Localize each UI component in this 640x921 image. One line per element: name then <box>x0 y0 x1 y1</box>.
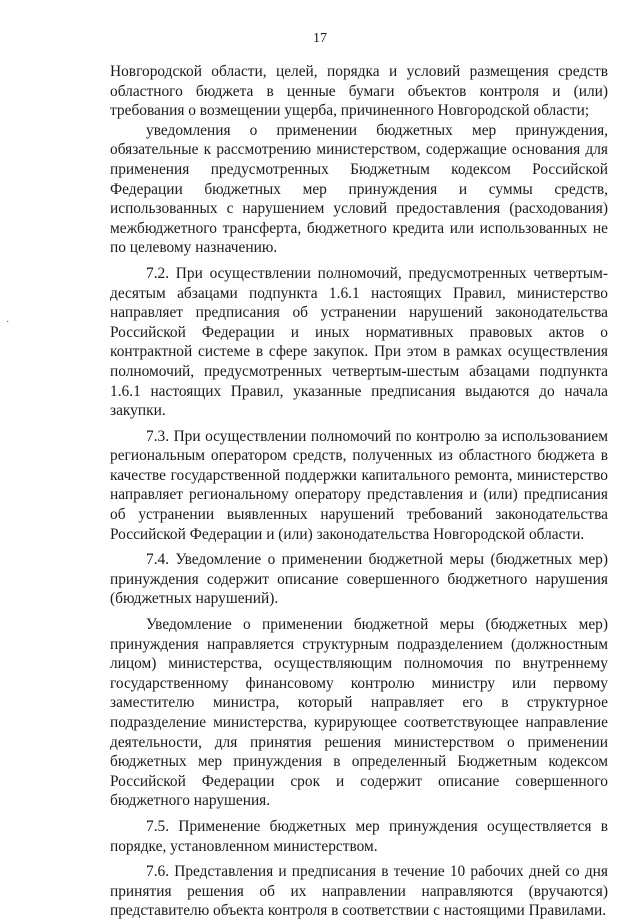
paragraph: Новгородской области, целей, порядка и условий размещения средств областного бюджета в ценные бумаги объектов контроля и (или) требования о возмещении ущерба, причиненного Новгородской области; <box>110 63 608 120</box>
page-number: 17 <box>313 31 327 46</box>
paragraph: уведомления о применении бюджетных мер принуждения, обязательные к рассмотрению министерством, содержащие основания для применения предусмотренных Бюджетным кодексом Российской Федерации бюджетных мер принуждения и суммы средств, использованных с нарушением условий предоставления (расходования) межбюджетного трансферта, бюджетного кредита или использованных не по целевому назначению. <box>110 121 608 257</box>
document-body <box>110 62 608 921</box>
margin-mark: · <box>6 317 10 328</box>
paragraph-7-4: 7.4. Уведомление о применении бюджетной меры (бюджетных мер) принуждения содержит описание совершенного бюджетного нарушения (бюджетных нарушений). <box>110 551 608 608</box>
paragraph-7-6: 7.6. Представления и предписания в течение 10 рабочих дней со дня принятия решения об их направлении направляются (вручаются) представителю объекта контроля в соответствии с настоящими Правилами. <box>110 863 608 920</box>
paragraph: Уведомление о применении бюджетной меры (бюджетных мер) принуждения направляется структурным подразделением (должностным лицом) министерства, осуществляющим полномочия по внутреннему государственному финансовому контролю министру или первому заместителю министра, который направляет его в структурное подразделение министерства, курирующее соответствующее направление деятельности, для принятия решения министерством о применении бюджетных мер принуждения в определенный Бюджетным кодексом Российской Федерации срок и содержит описание совершенного бюджетного нарушения. <box>110 616 608 810</box>
paragraph-7-2: 7.2. При осуществлении полномочий, предусмотренных четвертым-десятым абзацами подпункта 1.6.1 настоящих Правил, министерство направляет предписания об устранении нарушений законодательства Российской Федерации и иных нормативных правовых актов о контрактной системе в сфере закупок. При этом в рамках осуществления полномочий, предусмотренных четвертым-шестым абзацами подпункта 1.6.1 настоящих Правил, указанные предписания выдаются до начала закупки. <box>110 264 608 420</box>
paragraph-7-5: 7.5. Применение бюджетных мер принуждения осуществляется в порядке, установленном министерством. <box>110 817 608 855</box>
paragraph-7-3: 7.3. При осуществлении полномочий по контролю за использованием региональным оператором средств, полученных из областного бюджета в качестве государственной поддержки капитального ремонта, министерство направляет региональному оператору представления и (или) предписания об устранении выявленных нарушений требований законодательства Российской Федерации и (или) законодательства Новгородской области. <box>110 427 608 543</box>
